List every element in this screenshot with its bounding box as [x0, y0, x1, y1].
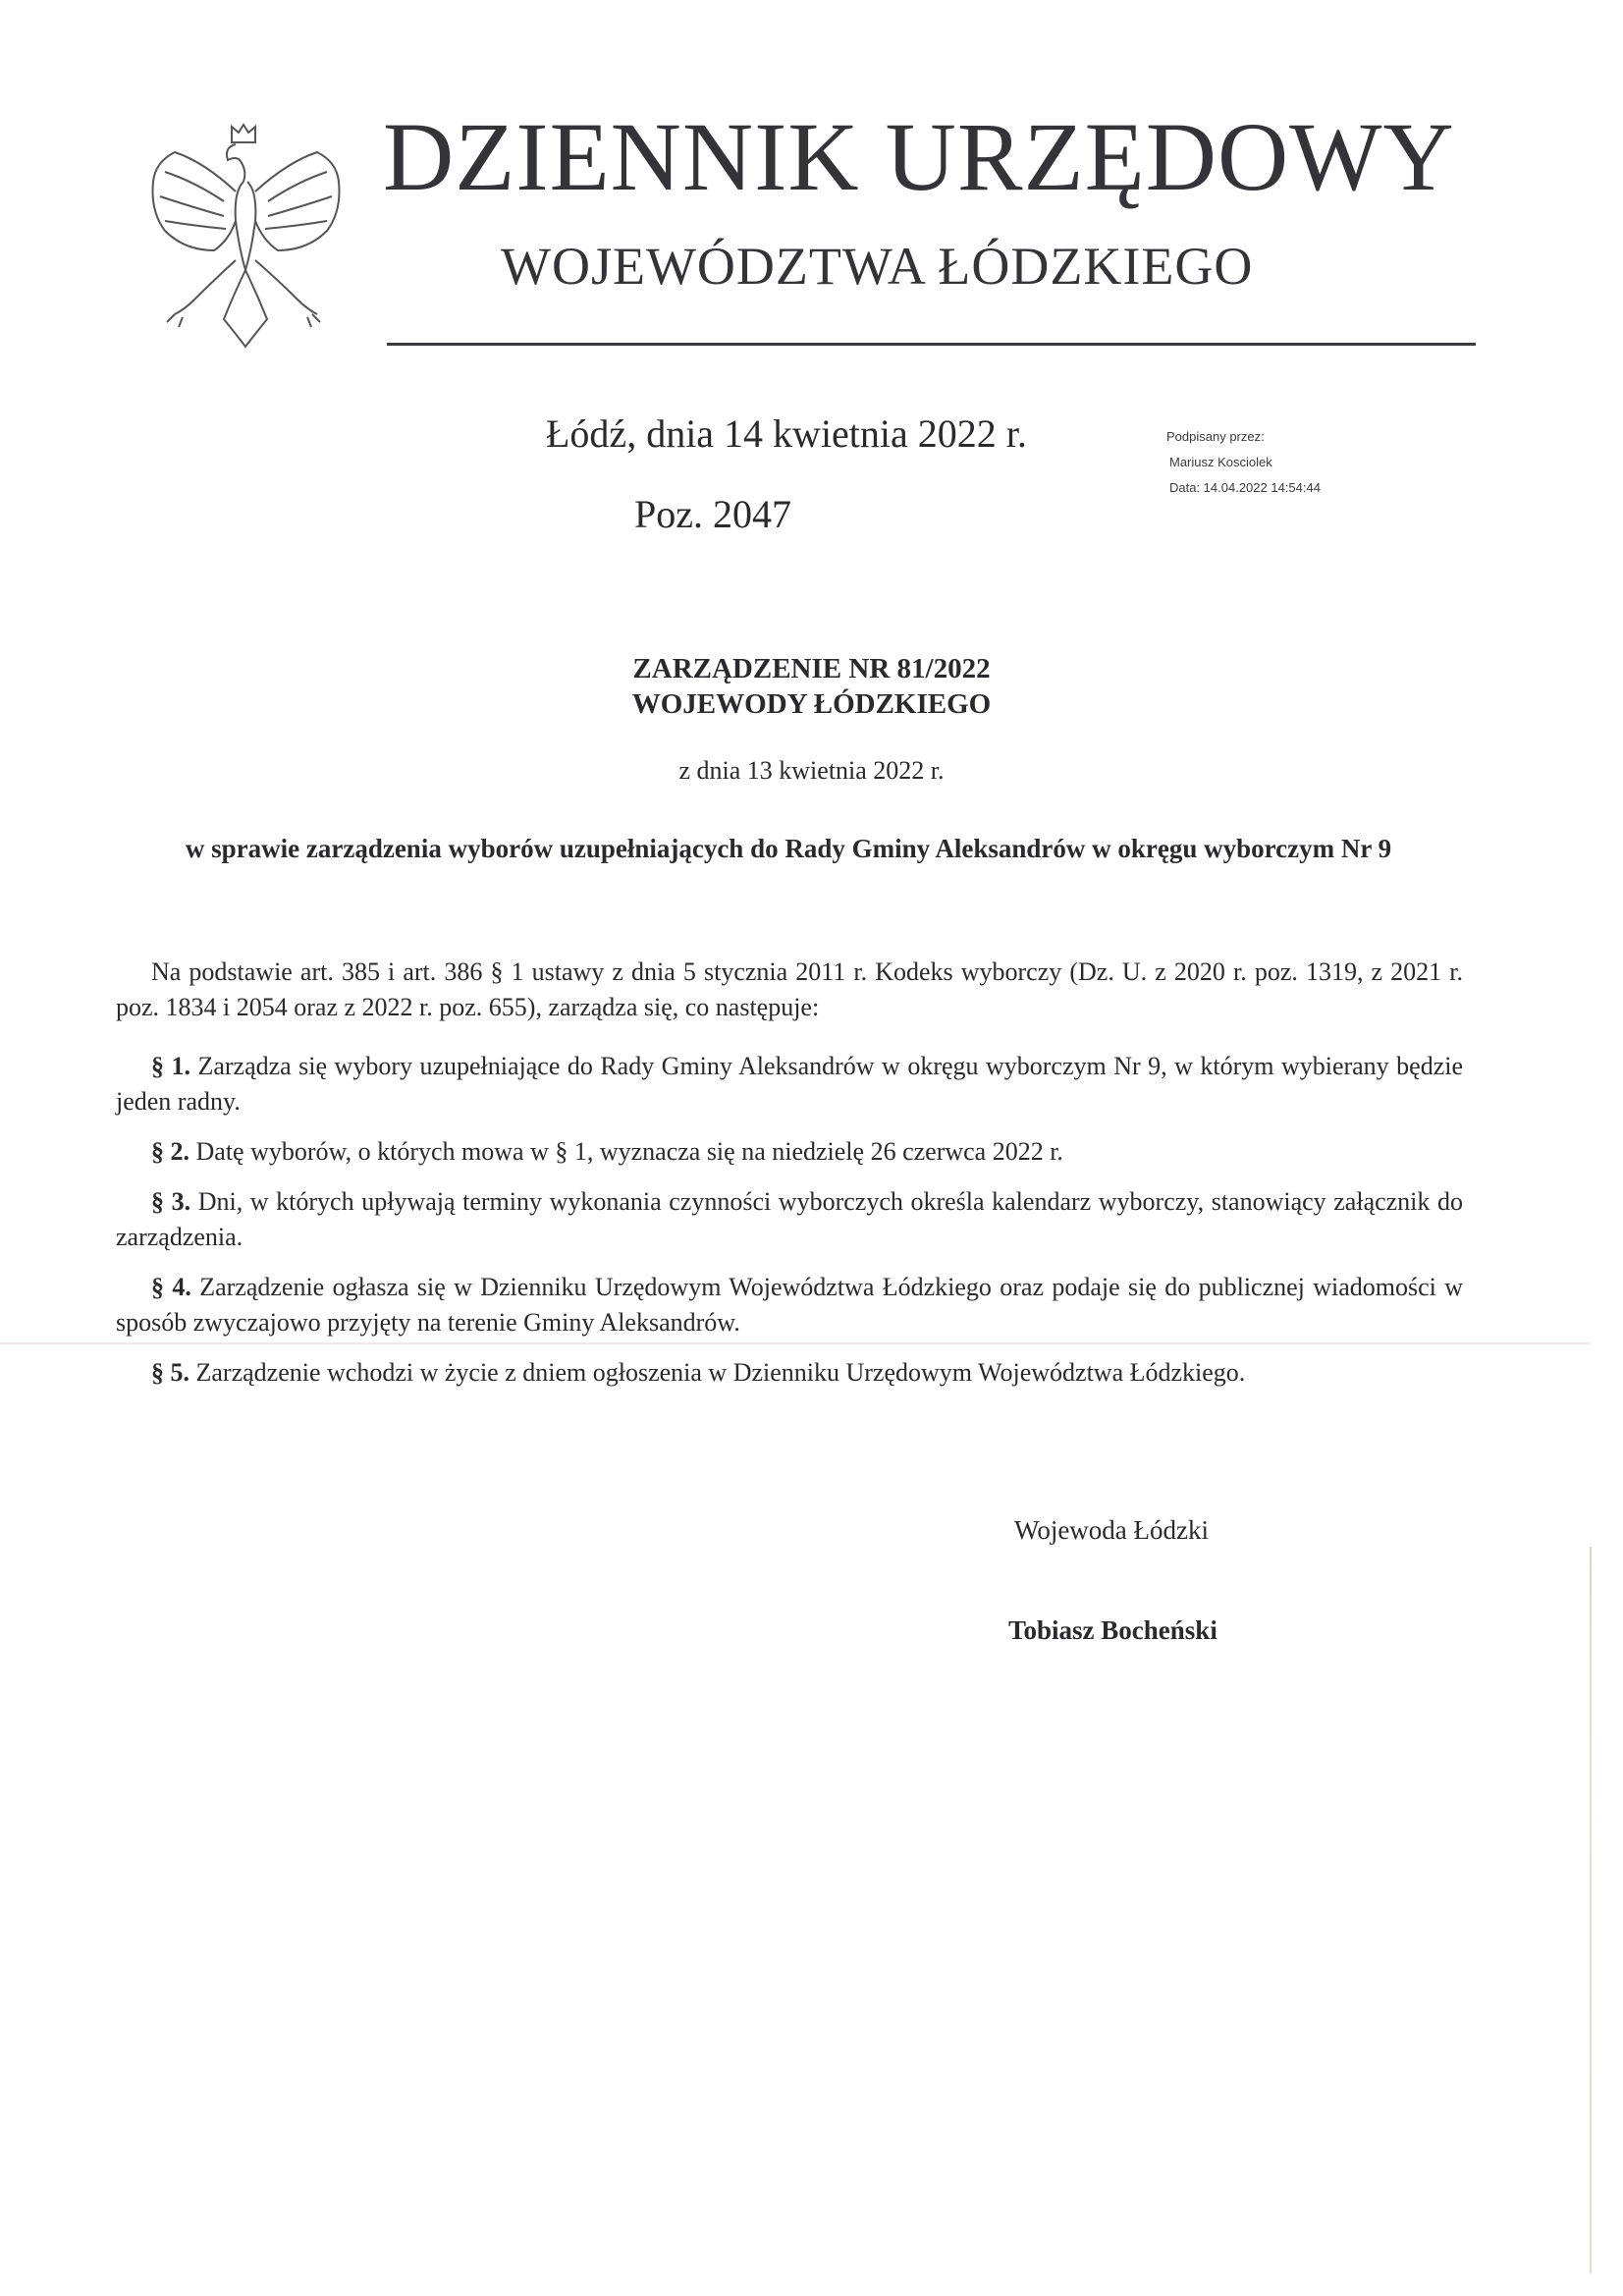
paragraph-1	[116, 1049, 1463, 1120]
signer-role: Wojewoda Łódzki	[1014, 1515, 1210, 1545]
publication-position: Poz. 2047	[634, 492, 791, 536]
paragraph-5	[116, 1355, 1463, 1391]
masthead-title: DZIENNIK URZĘDOWY	[383, 102, 1455, 211]
order-title-line2: WOJEWODY ŁÓDZKIEGO	[631, 688, 992, 720]
order-subject: w sprawie zarządzenia wyborów uzupełniających do Rady Gminy Aleksandrów w okręgu wyborczym Nr 9	[185, 834, 1392, 863]
order-title	[0, 651, 1623, 722]
paragraph-3	[116, 1184, 1463, 1255]
paragraph-4	[116, 1270, 1463, 1340]
polish-eagle-emblem-icon	[145, 123, 347, 349]
paragraph-text: Dni, w których upływają terminy wykonania czynności wyborczych określa kalendarz wyborczy, stanowiący załącznik do zarządzenia.	[116, 1187, 1464, 1251]
paragraph-text: Zarządza się wybory uzupełniające do Rady Gminy Aleksandrów w okręgu wyborczym Nr 9, w którym wybierany będzie jeden radny.	[116, 1052, 1463, 1116]
signature-stamp	[1166, 424, 1321, 501]
order-date: z dnia 13 kwietnia 2022 r.	[678, 756, 945, 785]
signature-label: Podpisany przez:	[1166, 429, 1265, 444]
paragraph-number: § 2.	[151, 1137, 189, 1166]
order-title-line1: ZARZĄDZENIE NR 81/2022	[632, 653, 991, 684]
signer-name: Tobiasz Bocheński	[1008, 1615, 1217, 1645]
masthead-divider	[387, 343, 1476, 346]
paragraph-number: § 4.	[151, 1273, 191, 1301]
scan-edge-line	[1590, 1547, 1592, 2273]
publication-place-date: Łódź, dnia 14 kwietnia 2022 r.	[546, 411, 1027, 456]
paragraph-number: § 1.	[151, 1052, 190, 1080]
legal-basis	[116, 955, 1463, 1025]
legal-basis-text: Na podstawie art. 385 i art. 386 § 1 ustawy z dnia 5 stycznia 2011 r. Kodeks wyborczy (Dz. U. z 2020 r. poz. 1319, z 2021 r. poz. 1834 i 2054 oraz z 2022 r. poz. 655), zarządza się, co następuje:	[116, 957, 1463, 1021]
paragraph-2	[116, 1134, 1463, 1170]
scan-artifact-line	[0, 1342, 1591, 1344]
paragraph-text: Zarządzenie ogłasza się w Dzienniku Urzędowym Województwa Łódzkiego oraz podaje się do publicznej wiadomości w sposób zwyczajowo przyjęty na terenie Gminy Aleksandrów.	[116, 1273, 1464, 1337]
paragraph-number: § 3.	[151, 1187, 191, 1216]
signature-signer: Mariusz Kosciolek	[1169, 455, 1272, 469]
paragraph-number: § 5.	[151, 1358, 189, 1387]
paragraph-text: Zarządzenie wchodzi w życie z dniem ogłoszenia w Dzienniku Urzędowym Województwa Łódzkiego.	[189, 1358, 1246, 1387]
signature-date: Data: 14.04.2022 14:54:44	[1169, 480, 1321, 495]
paragraph-text: Datę wyborów, o których mowa w § 1, wyznacza się na niedzielę 26 czerwca 2022 r.	[189, 1137, 1063, 1166]
masthead-subtitle: WOJEWÓDZTWA ŁÓDZKIEGO	[501, 237, 1254, 296]
